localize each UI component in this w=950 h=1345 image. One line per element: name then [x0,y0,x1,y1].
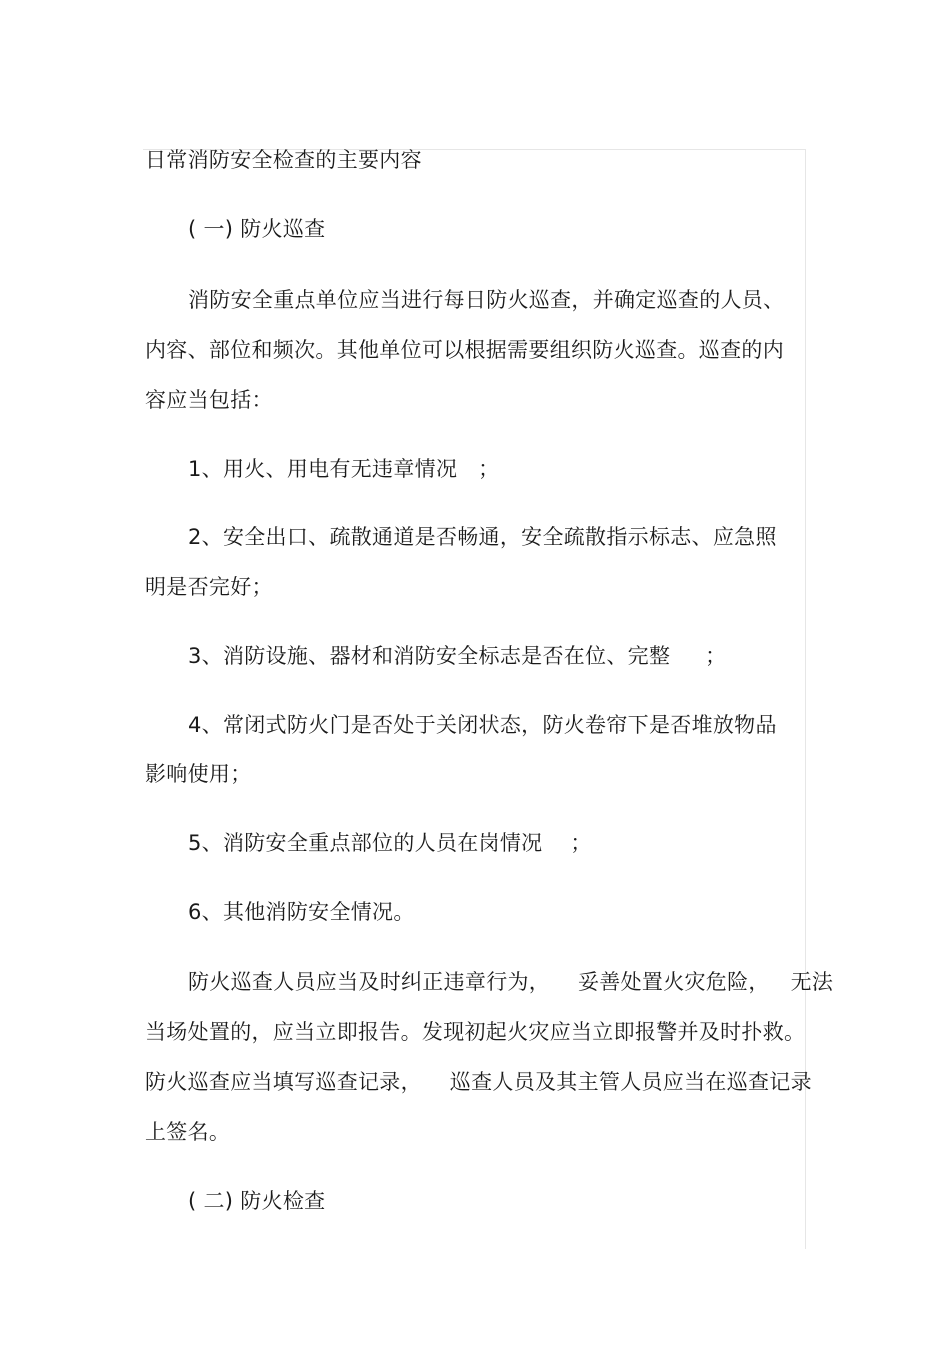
list-item-4-line-1: 4、常闭式防火门是否处于关闭状态，防火卷帘下是否堆放物品 [188,713,777,737]
paragraph-1-line-1: 消防安全重点单位应当进行每日防火巡查，并确定巡查的人员、 [188,288,785,312]
paragraph-1-line-3: 容应当包括： [145,388,273,412]
paragraph-2-line-2: 当场处置的，应当立即报告。发现初起火灾应当立即报警并及时扑救。 [145,1020,806,1044]
document-title: 日常消防安全检查的主要内容 [145,148,422,172]
list-item-2-line-1: 2、安全出口、疏散通道是否畅通，安全疏散指示标志、应急照 [188,525,777,549]
paragraph-2-line-1: 防火巡查人员应当及时纠正违章行为， 妥善处置火灾危险， 无法 [188,970,834,994]
section-heading-1: ( 一) 防火巡查 [188,217,326,241]
list-item-5: 5、消防安全重点部位的人员在岗情况 ； [188,831,592,855]
list-item-6: 6、其他消防安全情况。 [188,900,415,924]
list-item-3: 3、消防设施、器材和消防安全标志是否在位、完整 ； [188,644,727,668]
list-item-4-line-2: 影响使用； [145,762,252,786]
paragraph-1-line-2: 内容、部位和频次。其他单位可以根据需要组织防火巡查。巡查的内 [145,338,784,362]
paragraph-2-line-4: 上签名。 [145,1120,231,1144]
section-heading-2: ( 二) 防火检查 [188,1189,326,1213]
paragraph-2-line-3: 防火巡查应当填写巡查记录， 巡查人员及其主管人员应当在巡查记录 [145,1070,812,1094]
list-item-1: 1、用火、用电有无违章情况 ； [188,457,500,481]
list-item-2-line-2: 明是否完好； [145,575,273,599]
